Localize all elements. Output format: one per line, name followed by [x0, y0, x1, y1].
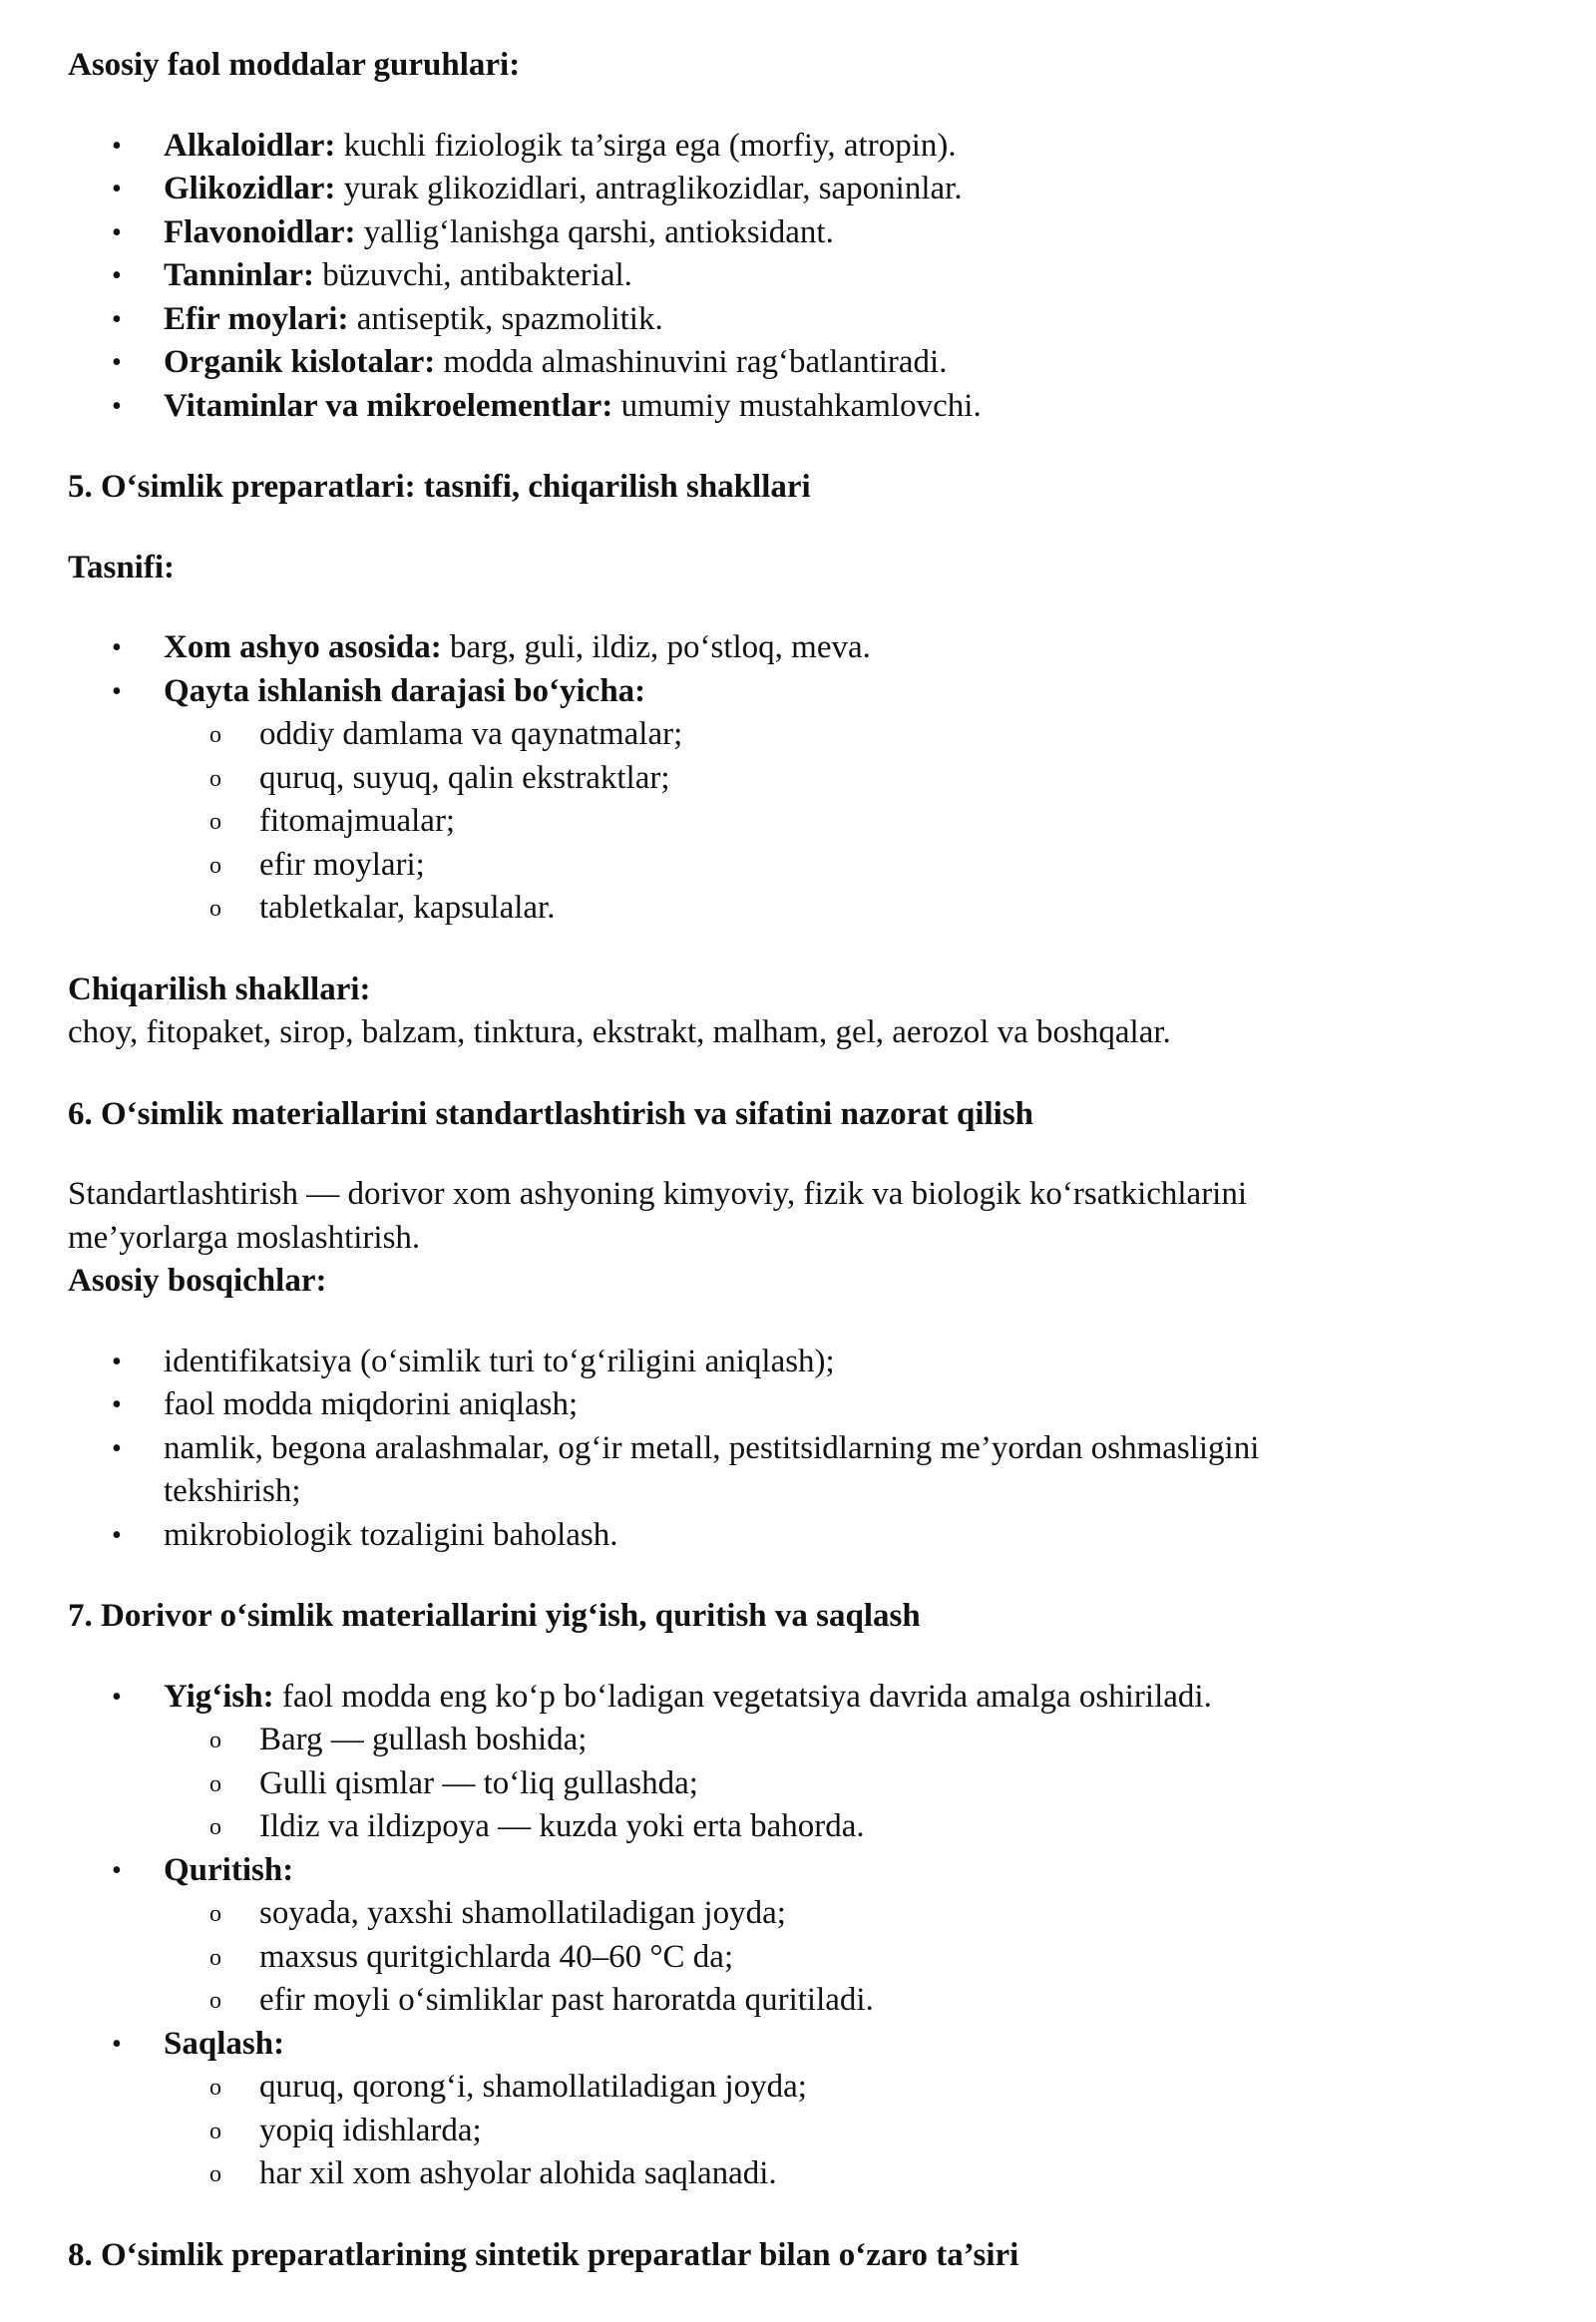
list-main-stages: [68, 1341, 1536, 1558]
list-item: • Vitaminlar va mikroelementlar: umumiy mustahkamlovchi.: [68, 385, 1536, 429]
circle-bullet-icon: o: [209, 1901, 221, 1927]
sublist-item: o oddiy damlama va qaynatmalar;: [68, 713, 1536, 757]
bullet-icon: •: [112, 2028, 122, 2060]
circle-bullet-icon: o: [209, 2118, 221, 2144]
heading-section-8: 8. O‘simlik preparatlarining sintetik preparatlar bilan o‘zaro ta’siri: [68, 2236, 1019, 2273]
sublist-dry: [164, 1892, 1536, 2023]
sublist-item: o efir moylari;: [68, 844, 1536, 888]
list-item: • mikrobiologik tozaligini baholash.: [68, 1514, 1536, 1558]
bullet-icon: •: [112, 130, 122, 162]
list-item: • Alkaloidlar: kuchli fiziologik ta’sirga ega (morfiy, atropin).: [68, 125, 1536, 169]
circle-bullet-icon: o: [209, 1770, 221, 1797]
heading-section-7: 7. Dorivor o‘simlik materiallarini yig‘ish, quritish va saqlash: [68, 1598, 921, 1634]
bullet-icon: •: [112, 216, 122, 248]
list-item: • identifikatsiya (o‘simlik turi to‘g‘riligini aniqlash);: [68, 1341, 1536, 1384]
list-item: • Quritish: o soyada, yaxshi shamollatiladigan joyda; o maxsus quritgichlarda 40–60 °C da; o efir moyli o‘simliklar past haroratda quritiladi.: [68, 1849, 1536, 2023]
circle-bullet-icon: o: [209, 1728, 221, 1753]
list-item: • Glikozidlar: yurak glikozidlari, antraglikozidlar, saponinlar.: [68, 168, 1536, 211]
sublist-store: [164, 2066, 1536, 2196]
list-item: • namlik, begona aralashmalar, og‘ir metall, pestitsidlarning me’yordan oshmasligini tekshirish;: [68, 1427, 1536, 1514]
list-collect-dry-store: [68, 1676, 1536, 2196]
circle-bullet-icon: o: [209, 2075, 221, 2101]
list-active-groups: [68, 125, 1536, 429]
subheading-main-stages: Asosiy bosqichlar:: [68, 1263, 327, 1299]
list-classification: [68, 626, 1536, 931]
sublist-item: o soyada, yaxshi shamollatiladigan joyda;: [68, 1892, 1536, 1936]
list-item: • Tanninlar: büzuvchi, antibakterial.: [68, 254, 1536, 298]
standardization-paragraph-line-2: me’yorlarga moslashtirish.: [68, 1219, 421, 1256]
sublist-item: o yopiq idishlarda;: [68, 2110, 1536, 2153]
bullet-icon: •: [112, 347, 122, 378]
release-forms-text: choy, fitopaket, sirop, balzam, tinktura, ekstrakt, malham, gel, aerozol va boshqalar.: [68, 1014, 1171, 1050]
bullet-icon: •: [112, 632, 122, 663]
bullet-icon: •: [112, 1854, 122, 1886]
bullet-icon: •: [112, 1432, 122, 1464]
circle-bullet-icon: o: [209, 722, 221, 748]
list-item: • Yig‘ish: faol modda eng ko‘p bo‘ladigan vegetatsiya davrida amalga oshiriladi. o Barg — gullash boshida; o Gulli qismlar — to‘liq gullashda; o Ildiz va ildizpoya — kuzda yoki erta bahorda.: [68, 1676, 1536, 1849]
bullet-icon: •: [112, 303, 122, 335]
list-item: • Qayta ishlanish darajasi bo‘yicha: o oddiy damlama va qaynatmalar; o quruq, suyuq, qalin ekstraktlar; o fitomajmualar; o efir moylari; o tabletkalar, kapsulalar.: [68, 670, 1536, 931]
sublist-item: o Gulli qismlar — to‘liq gullashda;: [68, 1762, 1536, 1806]
bullet-icon: •: [112, 1519, 122, 1551]
heading-active-groups: Asosiy faol moddalar guruhlari:: [68, 47, 521, 83]
heading-section-6: 6. O‘simlik materiallarini standartlashtirish va sifatini nazorat qilish: [68, 1095, 1034, 1132]
list-item: • Efir moylari: antiseptik, spazmolitik.: [68, 298, 1536, 342]
list-item: • Xom ashyo asosida: barg, guli, ildiz, po‘stloq, meva.: [68, 626, 1536, 670]
sublist-processing: [164, 713, 1536, 931]
sublist-item: o efir moyli o‘simliklar past haroratda quritiladi.: [68, 1979, 1536, 2023]
bullet-icon: •: [112, 675, 122, 707]
sublist-item: o maxsus quritgichlarda 40–60 °C da;: [68, 1936, 1536, 1980]
sublist-item: o har xil xom ashyolar alohida saqlanadi.: [68, 2152, 1536, 2196]
list-item: • faol modda miqdorini aniqlash;: [68, 1383, 1536, 1427]
bullet-icon: •: [112, 174, 122, 204]
sublist-item: o fitomajmualar;: [68, 800, 1536, 844]
list-item: • Flavonoidlar: yallig‘lanishga qarshi, antioksidant.: [68, 211, 1536, 255]
circle-bullet-icon: o: [209, 2161, 221, 2187]
circle-bullet-icon: o: [209, 765, 221, 792]
circle-bullet-icon: o: [209, 809, 221, 835]
sublist-item: o quruq, suyuq, qalin ekstraktlar;: [68, 757, 1536, 801]
sublist-item: o quruq, qorong‘i, shamollatiladigan joyda;: [68, 2066, 1536, 2110]
heading-section-5: 5. O‘simlik preparatlari: tasnifi, chiqarilish shakllari: [68, 469, 811, 505]
bullet-icon: •: [112, 1346, 122, 1377]
standardization-paragraph-line-1: Standartlashtirish — dorivor xom ashyoning kimyoviy, fizik va biologik ko‘rsatkichlarini: [68, 1176, 1248, 1212]
sublist-item: o tabletkalar, kapsulalar.: [68, 887, 1536, 931]
circle-bullet-icon: o: [209, 1988, 221, 2014]
bullet-icon: •: [112, 260, 122, 291]
bullet-icon: •: [112, 390, 122, 422]
bullet-icon: •: [112, 1389, 122, 1420]
list-item: • Saqlash: o quruq, qorong‘i, shamollatiladigan joyda; o yopiq idishlarda; o har xil xom ashyolar alohida saqlanadi.: [68, 2023, 1536, 2196]
bullet-icon: •: [112, 1681, 122, 1713]
sublist-collect: [164, 1719, 1536, 1849]
sublist-item: o Barg — gullash boshida;: [68, 1719, 1536, 1762]
circle-bullet-icon: o: [209, 1814, 221, 1840]
circle-bullet-icon: o: [209, 852, 221, 879]
subheading-release-forms: Chiqarilish shakllari:: [68, 970, 371, 1007]
subheading-classification: Tasnifi:: [68, 549, 175, 585]
sublist-item: o Ildiz va ildizpoya — kuzda yoki erta bahorda.: [68, 1805, 1536, 1849]
circle-bullet-icon: o: [209, 1944, 221, 1971]
circle-bullet-icon: o: [209, 896, 221, 922]
list-item: • Organik kislotalar: modda almashinuvini rag‘batlantiradi.: [68, 341, 1536, 385]
